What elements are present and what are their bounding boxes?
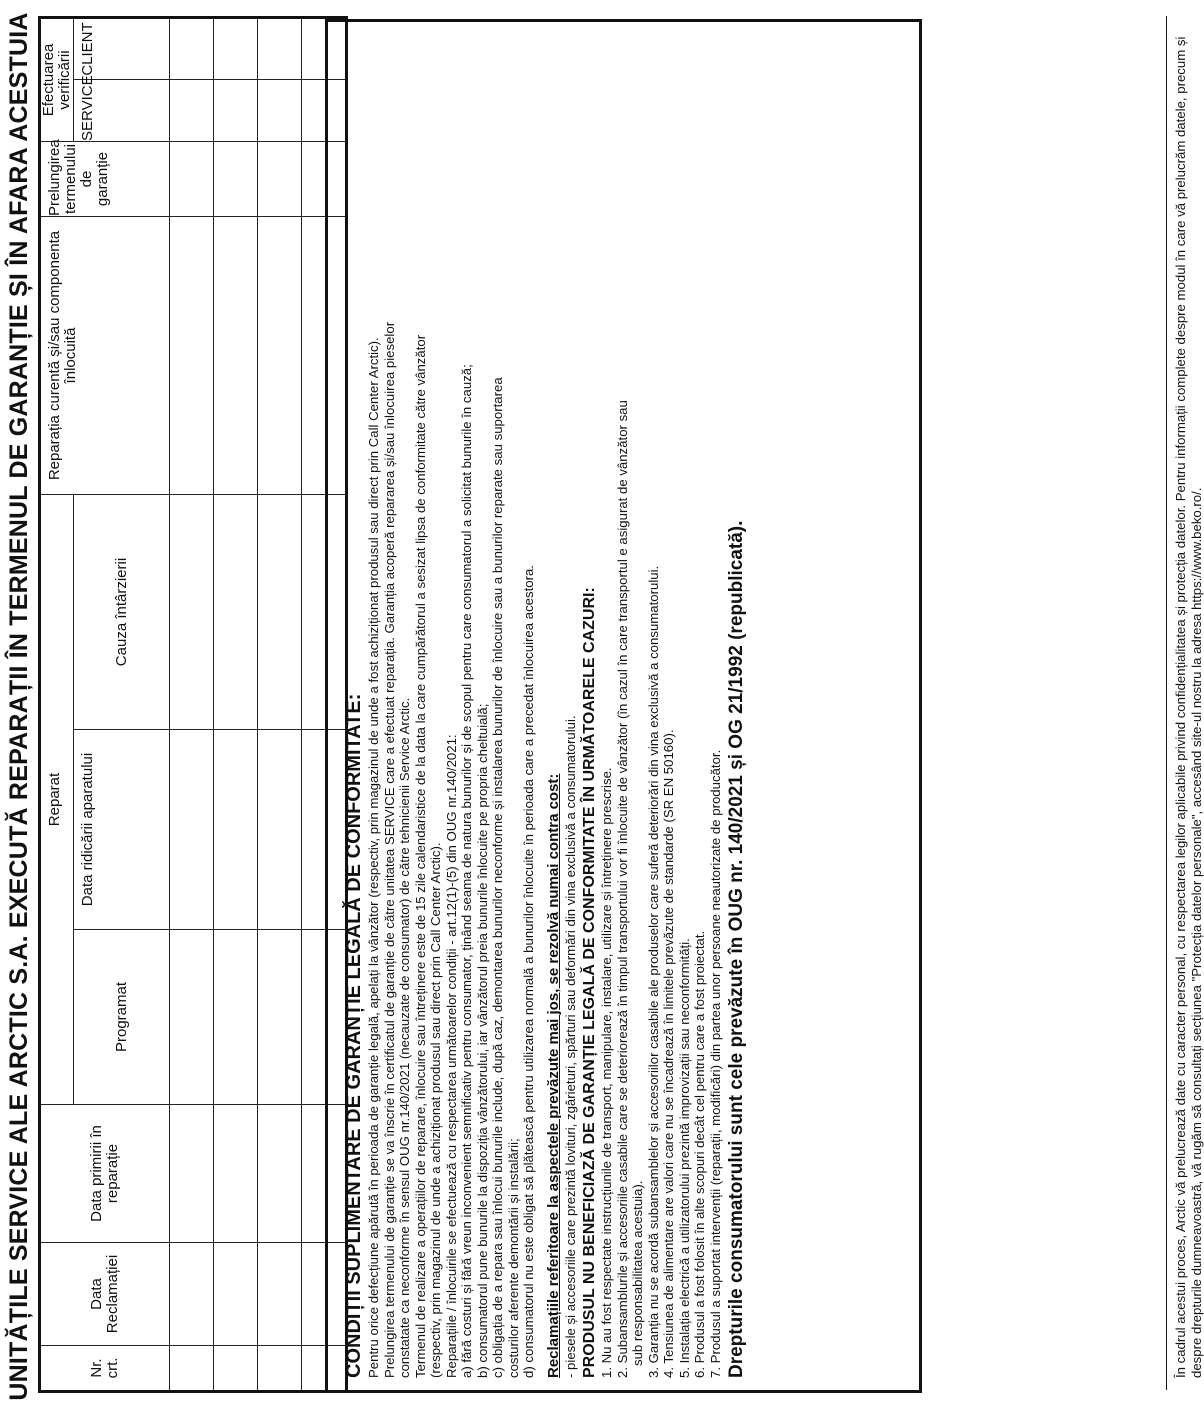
col-efectuarea-header: Efectuarea verificării xyxy=(40,17,74,141)
table-cell[interactable] xyxy=(170,17,214,79)
table-cell[interactable] xyxy=(214,217,258,495)
cost-line: - piesele și accesoriile care prezintă lovituri, zgârieturi, spărturi sau deformări din vina exclusivă a consumatorului. xyxy=(562,715,578,1378)
conditions-line: (respectiv, prin magazinul de unde a achiziționat produsul sau direct prin Call Center Arctic). xyxy=(428,842,443,1378)
conditions-line: a) fără costuri și fără vreun inconvenient semnificativ pentru consumator, ținând seama de natura bunurilor și de scopul pentru care consumatorul a solicitat bunurile în cauză; xyxy=(459,364,474,1378)
conditions-box xyxy=(325,19,1204,1393)
conditions-content xyxy=(338,32,749,1378)
conditions-line: c) obligația de a repara sau înlocui bunurile include, după caz, demontarea bunurilor neconforme și instalarea bunurilor de înlocuire sau a bunurilor reparate sau suportarea xyxy=(490,377,505,1378)
conditions-line: Pentru orice defecțiune apărută în perioada de garanție legală, apelați la vânzător (respectiv, prin magazinul de unde a fost achiziționat produsul sau direct prin Call Center Arctic). xyxy=(366,337,381,1378)
exclusion-item: 5. Instalația electrică a utilizatorului prezintă improvizații sau neconformități. xyxy=(676,938,692,1378)
exclusions-heading: PRODUSUL NU BENEFICIAZĂ DE GARANȚIE LEGALĂ DE CONFORMITATE ÎN URMĂTOARELE CAZURI: xyxy=(581,587,598,1378)
privacy-footer: În cadrul acestui proces, Arctic vă prelucrează date cu caracter personal, cu respectarea legilor aplicabile privind confidențialitatea și protecția datelor. Pentru informații complete despre modul în care vă prelucrăm datele, precum și despre drepturile dumneavoastră, vă rugăm să consultați secțiunea "Protecția datelor personale", accesând site-ul nostru la adresa https://www.beko.ro/. xyxy=(1173,36,1204,1378)
table-cell[interactable] xyxy=(170,80,214,142)
table-cell[interactable] xyxy=(258,17,302,79)
col-nr-header: Nr. crt. xyxy=(40,1346,170,1392)
exclusion-item: 7. Produsul a suportat intervenții (reparații, modificări) din partea unor persoane neautorizate de producător. xyxy=(707,749,723,1378)
table-row xyxy=(214,17,258,1391)
col-data-primirii-header: Data primirii în reparație xyxy=(40,1105,170,1243)
service-repairs-table xyxy=(38,16,348,1393)
consumer-rights: Drepturile consumatorului sunt cele prevăzute în OUG nr. 140/2021 și OG 21/1992 (republicată). xyxy=(726,520,747,1378)
exclusion-item: 6. Produsul a fost folosit în alte scopuri decât cel pentru care a fost proiectat. xyxy=(692,930,707,1378)
conditions-line: Termenul de realizare a operațiilor de reparare, înlocuire sau întreținere este de 15 zile calendaristice de la data la care cumpărătorul a sesizat lipsa de conformitate către vânzător xyxy=(412,334,428,1378)
conditions-line: costurilor aferente demontării și instalării; xyxy=(505,1138,521,1378)
table-cell[interactable] xyxy=(170,495,214,730)
table-cell[interactable] xyxy=(214,1105,258,1243)
table-cell[interactable] xyxy=(214,730,258,930)
cost-heading: Reclamațiile referitoare la aspectele prevăzute mai jos, se rezolvă numai contra cost: xyxy=(544,773,562,1378)
table-cell[interactable] xyxy=(170,730,214,930)
table-cell[interactable] xyxy=(258,495,302,730)
page-title: UNITĂȚILE SERVICE ALE ARCTIC S.A. EXECUTĂ REPARAȚII ÎN TERMENUL DE GARANȚIE ȘI ÎN AFARA ACESTUIA xyxy=(5,12,33,1401)
exclusion-item: 4. Tensiunea de alimentare are valori care nu se încadrează în limitele prevăzute de standarde (SR EN 50160). xyxy=(661,729,676,1378)
table-cell[interactable] xyxy=(170,217,214,495)
exclusion-item: 3. Garanția nu se acordă subansamblelor și accesoriilor casabile ale produselor care suferă deteriorări din vina exclusivă a consumatorului. xyxy=(645,565,661,1378)
conditions-line: constatate ca neconforme în sensul OUG nr.140/2021 (necauzate de consumator) de către tehnicienii Service Arctic. xyxy=(397,697,412,1378)
table-cell[interactable] xyxy=(170,930,214,1105)
exclusion-item: sub responsabilitatea acestuia). xyxy=(630,1180,645,1366)
table-cell[interactable] xyxy=(214,1243,258,1346)
table-cell[interactable] xyxy=(258,1243,302,1346)
table-cell[interactable] xyxy=(258,217,302,495)
col-programat-header: Programat xyxy=(74,930,170,1105)
table-cell[interactable] xyxy=(258,730,302,930)
col-cauza-header: Cauza întârzierii xyxy=(74,495,170,730)
col-reparat-header: Reparat xyxy=(40,495,74,1105)
conditions-heading: CONDIȚII SUPLIMENTARE DE GARANȚIE LEGALĂ DE CONFORMITATE: xyxy=(343,693,365,1378)
exclusion-item: 2. Subansamblurile și accesoriile casabile care se deteriorează în timpul transportului vor fi înlocuite de vânzător (în cazul în care transportul e asigurat de vânzător sau xyxy=(614,400,630,1378)
col-data-ridicarii-header: Data ridicării aparatului xyxy=(74,730,170,930)
col-reparatia-curenta-header: Reparația curentă și/sau componenta înlocuită xyxy=(40,217,170,495)
conditions-line: b) consumatorul pune bunurile la dispoziția vânzătorului, iar vânzătorul preia bunurile înlocuite pe propria cheltuială; xyxy=(474,703,490,1378)
table-row xyxy=(170,17,214,1391)
table-cell[interactable] xyxy=(214,495,258,730)
table-cell[interactable] xyxy=(170,1346,214,1392)
conditions-line: Reparațiile / înlocuirile se efectuează cu respectarea următoarelor condiții - art.12(1)-(5) din OUG nr.140/2021: xyxy=(443,734,459,1378)
table-cell[interactable] xyxy=(258,930,302,1105)
table-row xyxy=(258,17,302,1391)
table-cell[interactable] xyxy=(214,1346,258,1392)
table-cell[interactable] xyxy=(214,142,258,217)
table-cell[interactable] xyxy=(170,1105,214,1243)
table-cell[interactable] xyxy=(214,17,258,79)
table-cell[interactable] xyxy=(214,80,258,142)
exclusion-item: 1. Nu au fost respectate instrucțiunile de transport, manipulare, instalare, utilizare și întreținere prescrise. xyxy=(599,767,614,1378)
col-data-reclamatiei-header: Data Reclamației xyxy=(40,1243,170,1346)
footer-divider xyxy=(1166,16,1167,1390)
table-cell[interactable] xyxy=(170,142,214,217)
col-prelungirea-header: Prelungirea termenului de garanție xyxy=(40,142,170,217)
table-cell[interactable] xyxy=(258,80,302,142)
table-cell[interactable] xyxy=(258,142,302,217)
table-cell[interactable] xyxy=(170,1243,214,1346)
conditions-line: Prelungirea termenului de garanție se va înscrie în certificatul de garanție de către unitatea SERVICE care a efectuat reparația. Garanția acoperă repararea și/sau înlocuirea pieselor xyxy=(381,321,397,1378)
col-client-header: CLIENT xyxy=(74,17,170,79)
table-cell[interactable] xyxy=(214,930,258,1105)
table-cell[interactable] xyxy=(258,1346,302,1392)
table-cell[interactable] xyxy=(258,1105,302,1243)
col-service-header: SERVICE xyxy=(74,80,170,142)
conditions-line: d) consumatorul nu este obligat să plătească pentru utilizarea normală a bunurilor înlocuite în perioada care a precedat înlocuirea acestora. xyxy=(521,565,536,1378)
